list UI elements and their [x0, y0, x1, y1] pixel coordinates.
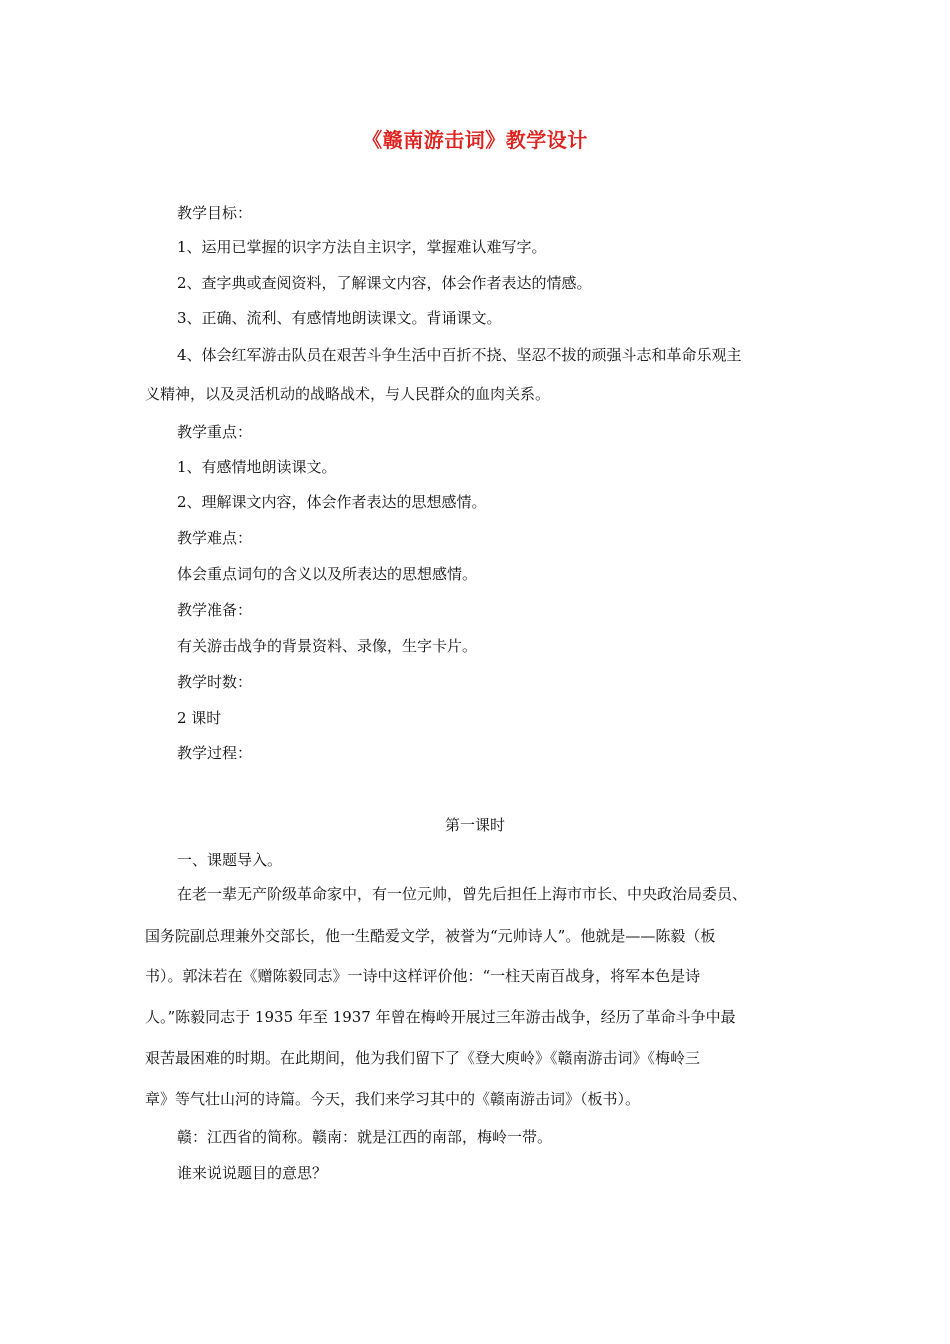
goals-heading: 教学目标： — [177, 204, 253, 222]
paragraph-1-line-1: 在老一辈无产阶级革命家中，有一位元帅，曾先后担任上海市市长、中央政治局委员、 — [177, 885, 748, 903]
preparation-heading: 教学准备： — [177, 601, 253, 619]
focus-heading: 教学重点： — [177, 423, 253, 441]
lesson-1-section-1: 一、课题导入。 — [177, 851, 283, 869]
process-heading: 教学过程： — [177, 744, 253, 762]
preparation-text: 有关游击战争的背景资料、录像，生字卡片。 — [177, 637, 478, 655]
difficulty-text: 体会重点词句的含义以及所表达的思想感情。 — [177, 565, 478, 583]
paragraph-1-line-5: 艰苦最困难的时期。在此期间，他为我们留下了《登大庾岭》《赣南游击词》《梅岭三 — [145, 1049, 701, 1067]
goal-item-1: 1、运用已掌握的识字方法自主识字，掌握难认难写字。 — [177, 238, 547, 256]
focus-item-1: 1、有感情地朗读课文。 — [177, 458, 337, 476]
paragraph-3: 谁来说说题目的意思？ — [177, 1164, 328, 1182]
hours-heading: 教学时数： — [177, 673, 253, 691]
goal-item-3: 3、正确、流利、有感情地朗读课文。背诵课文。 — [177, 309, 502, 327]
paragraph-2: 赣：江西省的简称。赣南：就是江西的南部，梅岭一带。 — [177, 1128, 553, 1146]
document-title: 《赣南游击词》教学设计 — [362, 128, 588, 152]
focus-item-2: 2、理解课文内容，体会作者表达的思想感情。 — [177, 493, 487, 511]
hours-text: 2 课时 — [177, 709, 222, 727]
paragraph-1-line-4: 人。”陈毅同志于 1935 年至 1937 年曾在梅岭开展过三年游击战争，经历了革命斗争中最 — [145, 1008, 736, 1026]
paragraph-1-line-2: 国务院副总理兼外交部长，他一生酷爱文学，被誉为“元帅诗人”。他就是——陈毅（板 — [145, 927, 716, 945]
lesson-1-heading: 第一课时 — [444, 816, 505, 834]
goal-item-4-line-1: 4、体会红军游击队员在艰苦斗争生活中百折不挠、坚忍不拔的顽强斗志和革命乐观主 — [177, 346, 742, 364]
difficulty-heading: 教学难点： — [177, 529, 253, 547]
goal-item-4-line-2: 义精神，以及灵活机动的战略战术，与人民群众的血肉关系。 — [145, 385, 551, 403]
paragraph-1-line-3: 书）。郭沫若在《赠陈毅同志》一诗中这样评价他：“一柱天南百战身，将军本色是诗 — [145, 967, 701, 985]
paragraph-1-line-6: 章》等气壮山河的诗篇。今天，我们来学习其中的《赣南游击词》（板书）。 — [145, 1090, 641, 1108]
goal-item-2: 2、查字典或查阅资料，了解课文内容，体会作者表达的情感。 — [177, 274, 592, 292]
